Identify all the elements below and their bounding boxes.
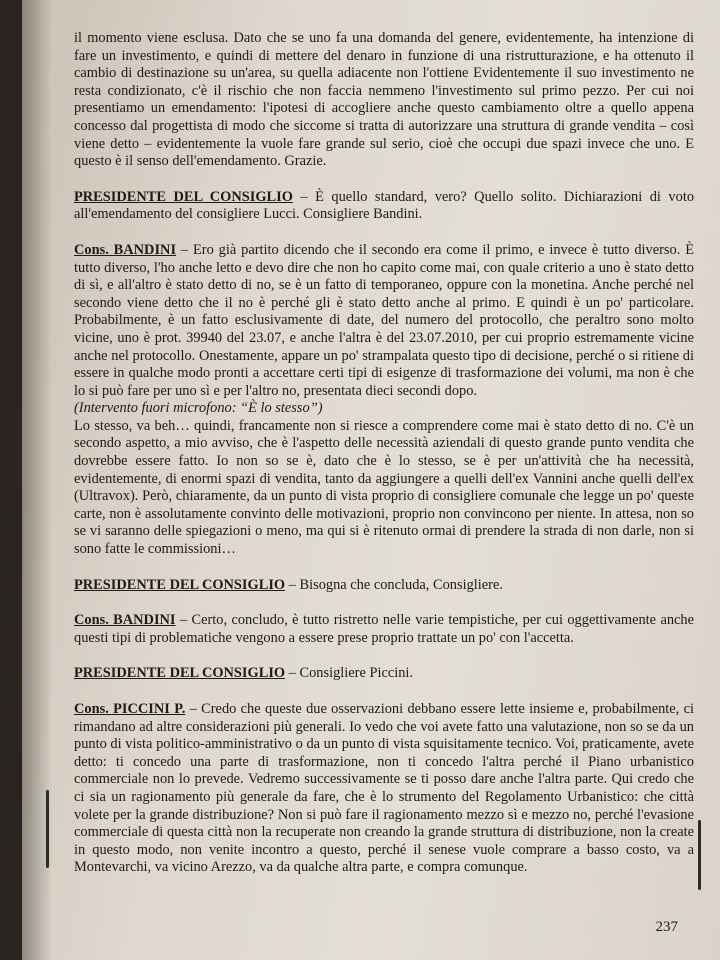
speaker-label: PRESIDENTE DEL CONSIGLIO — [74, 665, 286, 682]
paragraph-piccini — [74, 701, 694, 877]
paragraph-bandini-1 — [74, 242, 694, 400]
paragraph-text: – Certo, concludo, è tutto ristretto nelle varie tempistiche, per cui oggettivamente anche questi tipi di problematiche vengono a essere prese proprio trattate un po' con l'accetta. — [74, 612, 694, 646]
paragraph-bandini-2 — [74, 612, 694, 647]
speaker-label: PRESIDENTE DEL CONSIGLIO — [74, 576, 286, 593]
speaker-label: Cons. PICCINI P. — [74, 701, 186, 717]
paragraph-president-3 — [74, 665, 694, 683]
paragraph-text: – Credo che queste due osservazioni debbano essere lette insieme e, probabilmente, ci rimandano ad altre considerazioni più generali. Io vedo che voi avete fatto una valutazione, non so se da un punto di vista politico-amministrativo o da un punto di vista squisitamente tecnico. Voi, praticamente, avete detto: ti concedo una parte di trasformazione, non ti concedo l'altra perché il Piano urbanistico commerciale non lo prevede. Vedremo successivamente se ti posso dare anche l'altra parte. Qui credo che ci sia un ragionamento più generale da fare, che è lo strumento del Regolamento Urbanistico: che città volete per la grande distribuzione? Non si può fare il ragionamento mezzo sì e mezzo no, perché l'evasione commerciale di questa città non la recuperate non creando la grande struttura di distribuzione, non la create in questo modo, non venite incontro a questo, perché il senese vuole comprare a basso costo, va a Montevarchi, va vicino Arezzo, va da qualche altra parte, e compra comunque. — [74, 701, 694, 876]
paragraph-intro — [74, 30, 694, 171]
paragraph-continuation: Lo stesso, va beh… quindi, francamente non si riesce a comprendere come mai è stato detto di no. C'è un secondo aspetto, a mio avviso, che è l'aspetto delle necessità aziendali di questo grande punto vendita che dovrebbe essere fatto. Io non so se è, dato che è lo stesso, se è per un'attività che ha necessità, evidentemente, di enormi spazi di vendita, tanto da aggiungere a quelli dell'ex Vannini anche quelli dell'ex (Ultravox). Però, chiaramente, da un punto di vista proprio di consigliere comunale che legge un po' queste carte, non è assolutamente convinto delle motivazioni, proprio non convincono per niente. In attesa, non so se vi saranno delle spiegazioni o meno, ma qui si è ritenuto ormai di prendere la strada di non darle, non si sono fatte le commissioni… — [74, 417, 694, 558]
transcript-body — [74, 30, 694, 877]
page-number: 237 — [655, 919, 678, 935]
paragraph-text: il momento viene esclusa. Dato che se uno fa una domanda del genere, evidentemente, ha intenzione di fare un investimento, e quindi di mettere del denaro in funzione di una ristrutturazione, e ha ottenuto il cambio di destinazione su un'area, su quella adiacente non l'ottiene Evidentemente il suo investimento ne resta condizionato, c'è il rischio che non faccia nemmeno l'investimento sul primo pezzo. Per cui noi presentiamo un emendamento: l'ipotesi di accogliere anche questo cambiamento oltre a quello appena concesso dal progettista di modo che siccome si tratta di autorizzare una struttura di grande vendita – così viene detto – evidentemente la vuole fare grande sul serio, cioè che occupi due spazi invece che uno. E questo è il senso dell'emendamento. Grazie. — [74, 30, 694, 170]
speaker-label: Cons. BANDINI — [74, 241, 177, 258]
paragraph-text: – È quello standard, vero? Quello solito. Dichiarazioni di voto all'emendamento del consigliere Lucci. Consigliere Bandini. — [74, 188, 695, 223]
handwritten-margin-mark-left — [46, 790, 49, 868]
paragraph-president-2 — [74, 577, 694, 595]
speaker-label: PRESIDENTE DEL CONSIGLIO — [74, 188, 293, 205]
paragraph-president-1 — [74, 189, 694, 224]
speaker-label: Cons. BANDINI — [74, 612, 176, 629]
paragraph-text: – Ero già partito dicendo che il secondo era come il primo, e invece è tutto diverso. È tutto diverso, l'ho anche letto e devo dire che non ho capito come mai, con quale criterio a uno è stato detto di sì, e all'altro è stato detto di no, se è un fatto di temporaneo, oppure con la monetina. Anche perché nel secondo viene detto che il no è perché gli è stato detto anche al primo. E quindi è un po' particolare. Probabilmente, è un fatto esclusivamente di date, del numero del protocollo, che peraltro sono molto vicine, uno è prot. 39940 del 23.07, e anche l'altra è del 23.07.2010, per cui proprio estremamente vicine anche nel protocollo. Onestamente, appare un po' strampalata questo tipo di decisione, perché o si ritiene di essere in qualche modo pronti a accettare certi tipi di esigenze di trasformazione dei volumi, ma non è che lo si può fare per uno sì e per l'altro no, presentata dieci secondi dopo. — [74, 241, 694, 399]
document-page — [22, 0, 720, 960]
handwritten-margin-mark-right — [698, 820, 701, 890]
paragraph-text: – Bisogna che concluda, Consigliere. — [285, 576, 503, 593]
paragraph-text: – Consigliere Piccini. — [285, 665, 414, 682]
off-mic-remark: (Intervento fuori microfono: “È lo stesso”) — [74, 400, 323, 417]
